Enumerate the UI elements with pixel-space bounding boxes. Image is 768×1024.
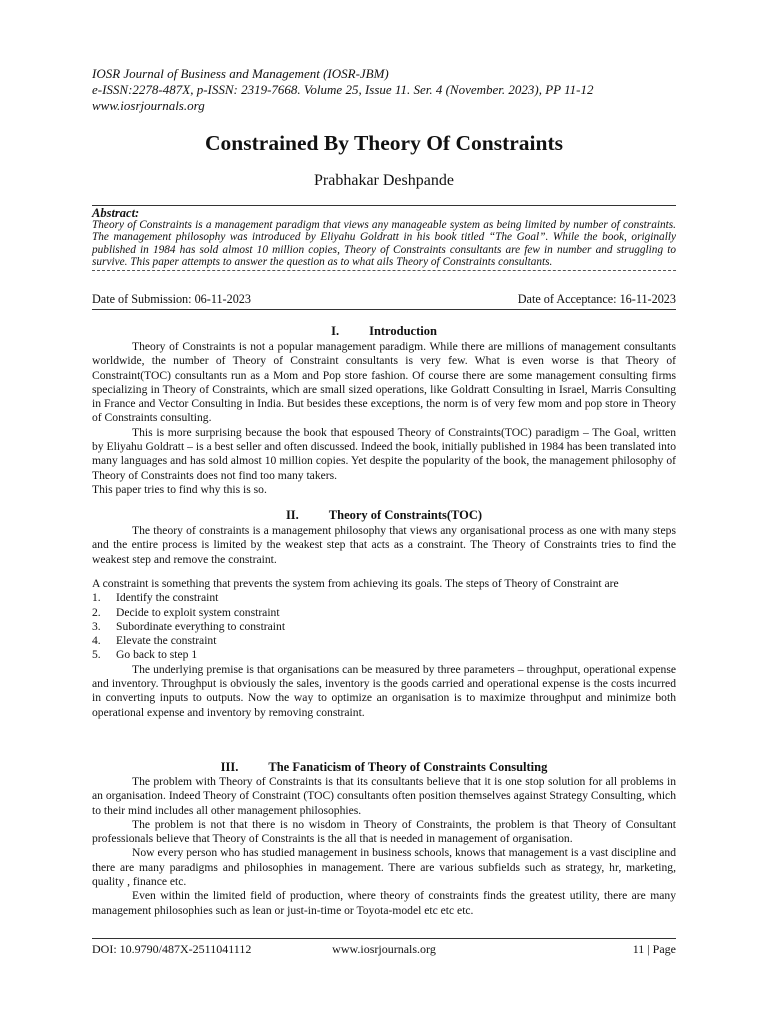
footer-doi: DOI: 10.9790/487X-2511041112: [92, 942, 252, 956]
journal-site: www.iosrjournals.org: [92, 98, 205, 113]
footer-page-number: 11 | Page: [632, 942, 676, 956]
submission-date: Date of Submission: 06-11-2023: [92, 292, 251, 306]
list-item: [92, 648, 676, 662]
paragraph: Even within the limited field of production, where theory of constraints finds the greatest utility, there are many management philosophies such as lean or just-in-time or Toyota-model etc etc etc.: [92, 889, 676, 917]
list-item-text: Elevate the constraint: [116, 634, 217, 648]
acceptance-date: Date of Acceptance: 16-11-2023: [517, 292, 676, 306]
paragraph: Now every person who has studied management in business schools, knows that management is a vast discipline and there are many paradigms and philosophies in management. There are various subfields such as strategy, hr, marketing, quality , finance etc.: [92, 846, 676, 889]
section-heading-toc: [92, 508, 676, 523]
dates-bottom-rule: [92, 309, 676, 310]
list-item-text: Subordinate everything to constraint: [116, 619, 286, 633]
abstract-label: Abstract:: [92, 206, 140, 220]
section-toc-body-top: [92, 524, 676, 567]
paragraph: This paper tries to find why this is so.: [92, 482, 267, 496]
paragraph: Theory of Constraints is not a popular management paradigm. While there are millions of management consultants worldwide, the number of Theory of Constraint consultants is very few. What is even worse is that Theory of Constraint(TOC) consultants run as a Mom and Pop store fashion. Of course there are some management consulting firms specializing in Theory of Constraints, which are small sized operations, like Goldratt Consulting in Israel, Marris Consulting in France and Vector Consulting in India. But besides these exceptions, the norm is of very few mom and pop store in Theory of Constraints consulting.: [92, 340, 676, 425]
list-item: [92, 634, 676, 648]
list-item: [92, 591, 676, 605]
list-item-text: Decide to exploit system constraint: [116, 605, 280, 619]
list-item-text: Identify the constraint: [116, 591, 219, 605]
paragraph: The underlying premise is that organisations can be measured by three parameters – throughput, operational expense and inventory. Throughput is obviously the sales, inventory is the goods carried and operational expense is the costs incurred in converting inputs to outputs. Now the way to optimize an organisation is to maximize throughput and minimize both operational expense and inventory by removing constraint.: [92, 662, 676, 719]
footer-site: www.iosrjournals.org: [332, 942, 436, 956]
journal-issn: e-ISSN:2278-487X, p-ISSN: 2319-7668. Volume 25, Issue 11. Ser. 4 (November. 2023), PP 11-12: [92, 82, 594, 97]
paper-title: Constrained By Theory Of Constraints: [205, 131, 563, 155]
section-heading-introduction: [92, 324, 676, 339]
abstract-text: Theory of Constraints is a management paradigm that views any manageable system as being limited by number of constraints. The management philosophy was introduced by Eliyahu Goldratt in his book titled “The Goal”. While the book, originally published in 1984 has sold almost 10 million copies, Theory of Constraints consultants are few in number and struggling to survive. This paper attempts to answer the question as to what ails Theory of Constraints consultants.: [92, 219, 676, 268]
paragraph: The theory of constraints is a management philosophy that views any organisational process as one with many steps and the entire process is limited by the weakest step that acts as a constraint. The Theory of Constraints tries to find the weakest step and remove the constraint.: [92, 524, 676, 566]
section-number: I.: [331, 324, 340, 338]
section-fanaticism-body: [92, 775, 676, 918]
list-item-number: 1.: [92, 591, 101, 605]
paper-author: Prabhakar Deshpande: [314, 172, 454, 189]
section-number: II.: [285, 508, 299, 522]
paragraph: This is more surprising because the book that espoused Theory of Constraints(TOC) paradigm – The Goal, written by Eliyahu Goldratt – is a best seller and often discussed. Indeed the book, initially published in 1984 has been translated into many languages and has sold almost 10 million copies. Yet despite the popularity of the book, the management philosophy of Theory of Constraints does not find too many takers.: [92, 425, 676, 482]
section-introduction-body: [92, 340, 676, 497]
section-toc-body: [92, 577, 676, 720]
abstract-block: [92, 207, 676, 271]
journal-header: [92, 66, 594, 114]
paragraph: The problem is not that there is no wisdom in Theory of Constraints, the problem is that Theory of Consultant professionals believe that Theory of Constraints is the all that is needed in management of organisation.: [92, 817, 676, 846]
list-item-text: Go back to step 1: [116, 648, 198, 662]
list-item: [92, 620, 676, 634]
toc-steps-list: [92, 591, 676, 662]
list-item-number: 4.: [92, 634, 101, 648]
list-item: [92, 606, 676, 620]
list-item-number: 2.: [92, 605, 101, 619]
paragraph: A constraint is something that prevents the system from achieving its goals. The steps of Theory of Constraint are: [92, 577, 619, 590]
footer-rule: [92, 938, 676, 939]
list-item-number: 5.: [92, 648, 101, 662]
section-title: Introduction: [369, 324, 437, 338]
section-title: The Fanaticism of Theory of Constraints Consulting: [268, 760, 548, 774]
page-footer: [92, 942, 676, 957]
section-heading-fanaticism: [92, 760, 676, 775]
dates-row: [92, 292, 676, 307]
abstract-top-rule: [92, 205, 676, 206]
journal-name: IOSR Journal of Business and Management (IOSR-JBM): [92, 66, 389, 81]
paragraph: The problem with Theory of Constraints is that its consultants believe that it is one stop solution for all problems in an organisation. Indeed Theory of Constraint (TOC) consultants often position themselves against Strategy Consulting, which to their mind includes all other management philosophies.: [92, 775, 676, 817]
section-title: Theory of Constraints(TOC): [328, 508, 483, 522]
list-item-number: 3.: [92, 619, 101, 633]
section-number: III.: [220, 760, 239, 774]
